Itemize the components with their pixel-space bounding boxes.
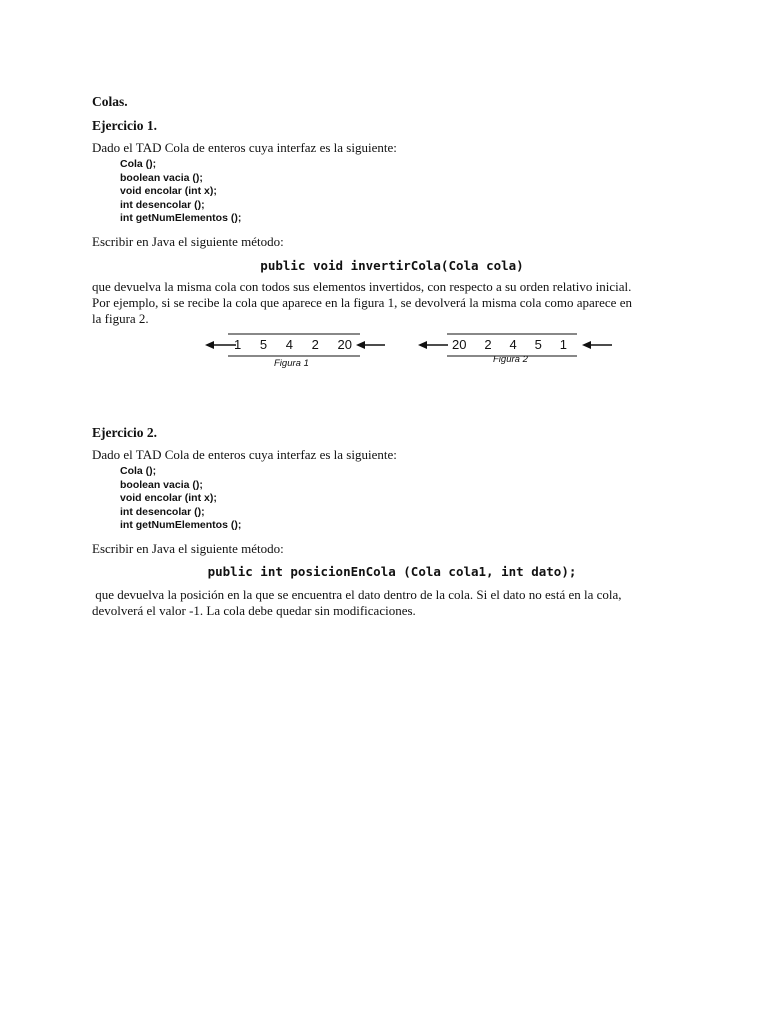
- queue-value: 4: [285, 337, 293, 352]
- exercise-1-task: Escribir en Java el siguiente método:: [92, 234, 284, 249]
- interface-method: int desencolar ();: [120, 505, 205, 518]
- interface-method: boolean vacia ();: [120, 478, 203, 491]
- interface-method: boolean vacia ();: [120, 171, 203, 184]
- interface-method: Cola ();: [120, 465, 157, 477]
- queue-value: 5: [259, 337, 268, 352]
- exercise-1-interface: [120, 158, 241, 226]
- queue-value: 5: [534, 337, 542, 352]
- interface-method: int desencolar ();: [120, 198, 205, 211]
- description-line: que devuelva la posición en la que se encuentra el dato dentro de la cola. Si el dato no está en la cola,: [92, 587, 622, 602]
- exercise-2-task: Escribir en Java el siguiente método:: [92, 541, 284, 556]
- exercise-2-signature: public int posicionEnCola (Cola cola1, int dato);: [207, 564, 577, 579]
- interface-method: Cola ();: [120, 158, 157, 170]
- exercise-1-description: [92, 279, 692, 327]
- document-title: Colas.: [92, 94, 128, 109]
- figure-2-caption: Figura 2: [493, 354, 528, 365]
- description-line: que devuelva la misma cola con todos sus elementos invertidos, con respecto a su orden relativo inicial.: [92, 279, 632, 294]
- queue-value: 1: [559, 337, 567, 352]
- interface-method: int getNumElementos ();: [120, 212, 242, 225]
- exercise-2-intro: Dado el TAD Cola de enteros cuya interfaz es la siguiente:: [92, 447, 397, 462]
- description-line: devolverá el valor -1. La cola debe quedar sin modificaciones.: [92, 603, 416, 618]
- interface-method: void encolar (int x);: [120, 185, 217, 198]
- figure-1-caption: Figura 1: [274, 358, 309, 369]
- interface-method: int getNumElementos ();: [120, 519, 242, 532]
- queue-value: 2: [311, 337, 319, 352]
- description-line: Por ejemplo, si se recibe la cola que aparece en la figura 1, se devolverá la misma cola como aparece en: [92, 295, 632, 310]
- queue-value: 4: [509, 337, 517, 352]
- queue-value: 20: [452, 337, 467, 352]
- figure-2-values: [452, 337, 567, 352]
- figure-1-values: [234, 337, 352, 352]
- description-line: la figura 2.: [92, 311, 149, 326]
- queue-value: 1: [234, 337, 242, 352]
- exercise-2-description: [92, 587, 692, 619]
- exercise-2-interface: [120, 465, 241, 533]
- queue-value: 2: [484, 337, 492, 352]
- exercise-1-signature: public void invertirCola(Cola cola): [260, 258, 524, 273]
- queue-value: 20: [337, 337, 352, 352]
- interface-method: void encolar (int x);: [120, 492, 217, 505]
- exercise-2-heading: Ejercicio 2.: [92, 425, 157, 440]
- exercise-1-heading: Ejercicio 1.: [92, 118, 157, 133]
- exercise-1-intro: Dado el TAD Cola de enteros cuya interfaz es la siguiente:: [92, 140, 397, 155]
